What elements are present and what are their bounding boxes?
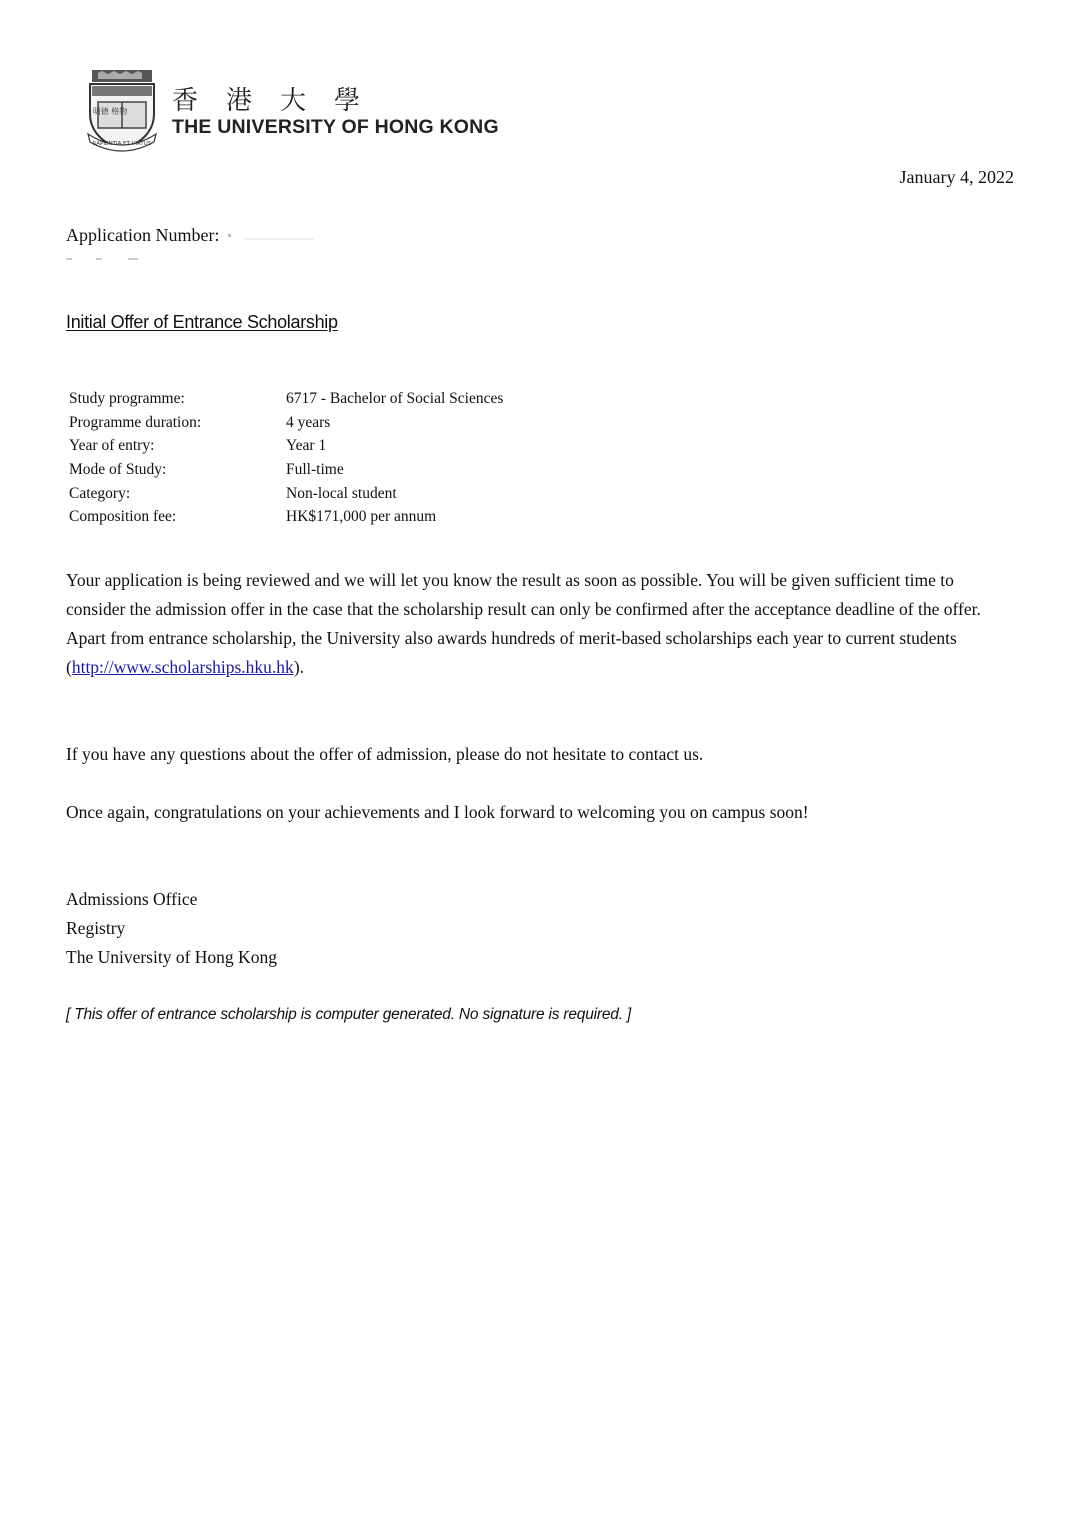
signature-line: Registry [66, 918, 126, 938]
detail-row [69, 437, 503, 461]
detail-label: Study programme: [69, 390, 185, 407]
detail-label: Year of entry: [69, 437, 155, 455]
redacted-value [224, 232, 316, 242]
redacted-line [66, 256, 156, 262]
university-name-chinese: 香港大學 [172, 86, 389, 116]
scholarships-link[interactable]: http://www.scholarships.hku.hk [71, 657, 294, 677]
detail-label: Composition fee: [69, 508, 177, 526]
application-number [66, 225, 316, 246]
detail-value: 6717 - Bachelor of Social Sciences [286, 390, 504, 407]
university-name-english: THE UNIVERSITY OF HONG KONG [172, 116, 499, 138]
detail-row [69, 485, 503, 509]
university-crest-icon [84, 68, 160, 154]
review-paragraph [66, 566, 1016, 682]
letter-subject: Initial Offer of Entrance Scholarship [66, 312, 338, 332]
detail-label: Mode of Study: [69, 461, 167, 479]
detail-row [69, 414, 503, 438]
programme-details-table [69, 390, 503, 532]
application-number-label: Application Number: [66, 225, 220, 245]
detail-label: Category: [69, 484, 131, 502]
signature-block [66, 885, 277, 972]
computer-generated-note: [ This offer of entrance scholarship is computer generated. No signature is required. ] [66, 1006, 632, 1023]
svg-text:明德 格物: 明德 格物 [92, 107, 128, 116]
review-paragraph-text: Your application is being reviewed and we will let you know the result as soon as possible. You will be given sufficient time to consider the admission offer in the case that the scholarship result can only be confirmed after the acceptance deadline of the offer. Apart from entrance scholarship, the University also awards hundreds of merit-based scholarships each year to current students ( [66, 570, 981, 677]
detail-value: Year 1 [286, 437, 327, 455]
letterhead [84, 68, 544, 154]
review-paragraph-end: ). [293, 657, 305, 677]
detail-row [69, 461, 503, 485]
svg-text:SAPIENTIA ET VIRTUS: SAPIENTIA ET VIRTUS [92, 141, 152, 147]
detail-label: Programme duration: [69, 413, 202, 431]
signature-line: The University of Hong Kong [66, 947, 277, 967]
detail-row [69, 390, 503, 414]
detail-value: Full-time [286, 461, 344, 479]
questions-paragraph: If you have any questions about the offer of admission, please do not hesitate to contact us. [66, 744, 704, 764]
detail-row [69, 508, 503, 532]
congratulations-paragraph: Once again, congratulations on your achievements and I look forward to welcoming you on campus soon! [66, 802, 809, 822]
detail-value: Non-local student [286, 484, 397, 502]
detail-value: HK$171,000 per annum [286, 508, 437, 526]
letter-date: January 4, 2022 [899, 167, 1014, 187]
detail-value: 4 years [286, 413, 331, 431]
signature-line: Admissions Office [66, 889, 198, 909]
